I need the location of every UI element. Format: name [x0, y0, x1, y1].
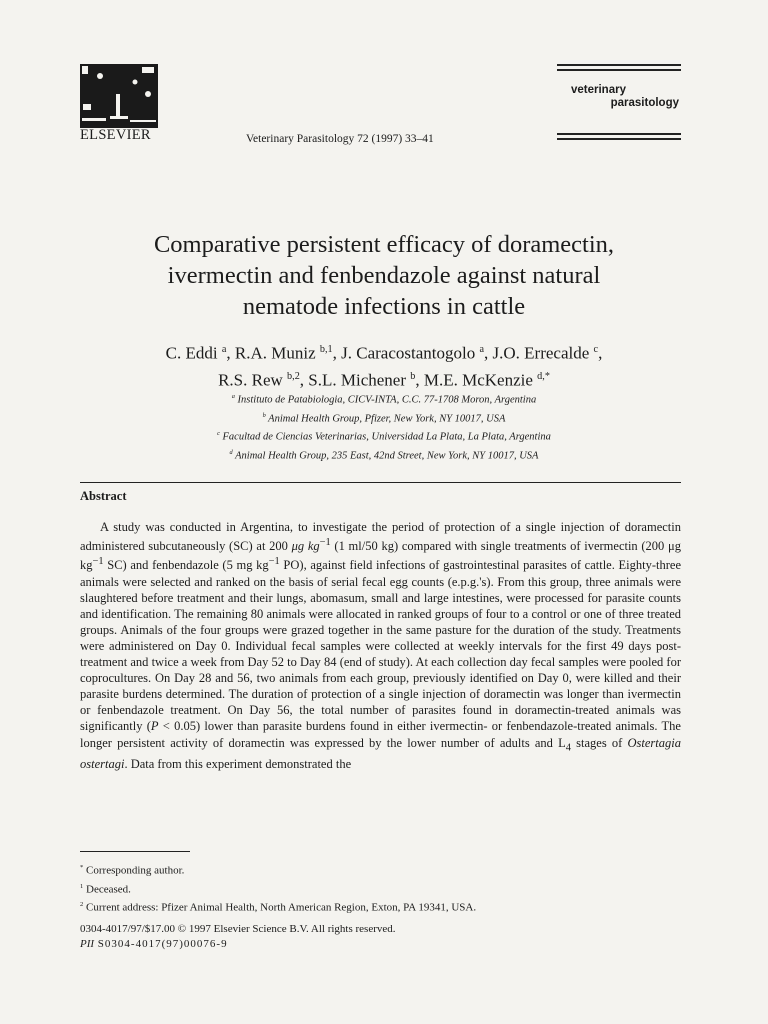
- footnote-mark: *: [80, 864, 84, 871]
- author-affiliation-mark: a: [479, 344, 485, 355]
- abstract-text: . Data from this experiment demonstrated the: [124, 757, 352, 772]
- author-affiliation-mark: b,1: [319, 344, 333, 355]
- abstract-exponent: −1: [92, 556, 104, 568]
- header-rule-top-1: [557, 64, 681, 66]
- abstract-text: stages of: [570, 735, 628, 750]
- abstract-stat-value: < 0.05: [158, 719, 196, 734]
- author-affiliation-mark: b: [410, 370, 416, 382]
- author-line-2: R.S. Rew $^{b,2}$, S.L. Michener $^b$, M.E. McKenzie $^{d,*}$: [218, 370, 550, 390]
- pii-line: [80, 937, 396, 952]
- footnote-deceased: [80, 879, 476, 898]
- abstract-text: SC) and fenbendazole (5 mg: [103, 558, 257, 573]
- abstract-text: PO), against field infections of gastrointestinal parasites of cattle. Eighty-three animals were selected and ranked on the basis of serial fecal egg counts (e.p.g.'s). From this group, three animals were slaughtered before treatment and their lungs, abomasum, small and large intestines, were processed for parasite counts and identification. The remaining 80 animals were allocated in ranked groups of four to a control or one of three treated groups. Animals of the four groups were grazed together in the same pasture for the duration of the study. Treatments were administered on Day 0. Individual fecal samples were collected at weekly intervals for the first 49 days post-treatment and twice a week from Day 52 to Day 84 (end of study). At each collection day fecal samples were pooled for coprocultures. On Day 28 and 56, two animals from each group, previously identified on Day 0, were killed and their parasite burdens determined. The duration of protection of a single injection of doramectin was longer than ivermectin or fenbendazole treatment. On Day 56, the total number of parasites found in doramectin-treated animals was significantly (: [80, 558, 682, 734]
- author-affiliation-mark: c: [593, 344, 599, 355]
- author-list: [60, 338, 708, 391]
- footnote-mark: 1: [80, 882, 84, 890]
- author-name: S.L. Michener: [308, 370, 407, 390]
- footnote-corresponding: [80, 860, 476, 879]
- header-rule-top-2: [557, 69, 681, 71]
- affiliation-list: [60, 389, 708, 463]
- author-name: M.E. McKenzie: [423, 370, 533, 390]
- pii-value: S0304-4017(97)00076-9: [94, 938, 228, 950]
- title-line-2: ivermectin and fenbendazole against natural: [167, 262, 601, 289]
- footnote-address: [80, 897, 476, 916]
- author-name: J. Caracostantogolo: [341, 343, 476, 363]
- abstract-text: A study was conducted in Argentina, to investigate the period of protection of a single injection of doramectin administered subcutaneously (SC) at 200: [80, 520, 681, 554]
- journal-name-line2: parasitology: [610, 97, 679, 109]
- footnote-text: Current address: Pfizer Animal Health, North American Region, Exton, PA 19341, USA.: [86, 901, 477, 914]
- copyright-line: 0304-4017/97/$17.00 © 1997 Elsevier Science B.V. All rights reserved.: [80, 923, 396, 935]
- copyright-block: [80, 922, 396, 952]
- journal-name: [571, 84, 679, 110]
- abstract-unit: μg kg: [291, 539, 320, 554]
- footnote-text: Corresponding author.: [86, 864, 185, 877]
- author-line-1: C. Eddi $^a$, R.A. Muniz $^{b,1}$, J. Caracostantogolo $^a$, J.O. Errecalde $^c$,: [165, 343, 603, 363]
- affiliation-mark: c: [217, 430, 220, 437]
- article-title: [60, 229, 708, 322]
- abstract-stage-sub: 4: [565, 742, 571, 754]
- pii-label: PII: [80, 938, 95, 950]
- title-line-3: nematode infections in cattle: [242, 293, 526, 320]
- author-affiliation-mark: d,*: [537, 370, 550, 382]
- author-name: C. Eddi: [165, 343, 218, 363]
- footnotes: [80, 860, 476, 916]
- affiliation-c: [60, 426, 708, 445]
- journal-citation: Veterinary Parasitology 72 (1997) 33–41: [246, 133, 434, 145]
- affiliation-a: [60, 389, 708, 408]
- affiliation-text: Animal Health Group, Pfizer, New York, NY 10017, USA: [268, 413, 506, 424]
- abstract-body: [80, 519, 681, 772]
- affiliation-b: [60, 408, 708, 427]
- abstract-exponent: −1: [268, 556, 280, 568]
- author-affiliation-mark: b,2: [287, 370, 300, 382]
- abstract-unit: μg kg: [80, 539, 681, 573]
- author-name: R.S. Rew: [218, 370, 283, 390]
- abstract-stat: P: [150, 719, 159, 734]
- header-rule-bottom-1: [557, 133, 681, 135]
- affiliation-d: [60, 445, 708, 464]
- abstract-heading: Abstract: [80, 489, 127, 503]
- footnote-text: Deceased.: [86, 883, 131, 896]
- abstract-text: (1 ml/50 kg) compared with single treatments of ivermectin (200: [330, 539, 669, 554]
- author-affiliation-mark: a: [221, 344, 227, 355]
- affiliation-text: Facultad de Ciencias Veterinarias, Universidad La Plata, La Plata, Argentina: [222, 431, 551, 443]
- affiliation-text: Animal Health Group, 235 East, 42nd Street, New York, NY 10017, USA: [235, 450, 539, 461]
- elsevier-logo-tree-icon: [80, 64, 158, 128]
- publisher-name: ELSEVIER: [80, 127, 151, 143]
- abstract-exponent: −1: [319, 537, 331, 549]
- header-rule-bottom-2: [557, 138, 681, 140]
- author-name: J.O. Errecalde: [492, 343, 590, 363]
- abstract-stage: L: [558, 735, 566, 750]
- affiliation-mark: d: [229, 448, 233, 456]
- journal-name-line1: veterinary: [571, 84, 626, 96]
- affiliation-text: Instituto de Patabiologia, CICV-INTA, C.C. 77-1708 Moron, Argentina: [237, 394, 537, 406]
- footnote-rule: [80, 851, 190, 852]
- abstract-text: ) lower than parasite burdens found in either ivermectin- or fenbendazole-treated animals. The longer persistent activity of doramectin was expressed by the lower number of adults and: [80, 719, 681, 750]
- footnote-mark: 2: [80, 901, 84, 909]
- abstract-unit: kg: [256, 558, 269, 573]
- affiliation-mark: a: [231, 393, 235, 400]
- author-name: R.A. Muniz: [234, 343, 316, 363]
- title-line-1: Comparative persistent efficacy of doramectin,: [153, 231, 615, 258]
- affiliation-mark: b: [262, 411, 266, 419]
- abstract-species: Ostertagia ostertagi: [80, 735, 681, 772]
- abstract-rule-top: [80, 482, 681, 483]
